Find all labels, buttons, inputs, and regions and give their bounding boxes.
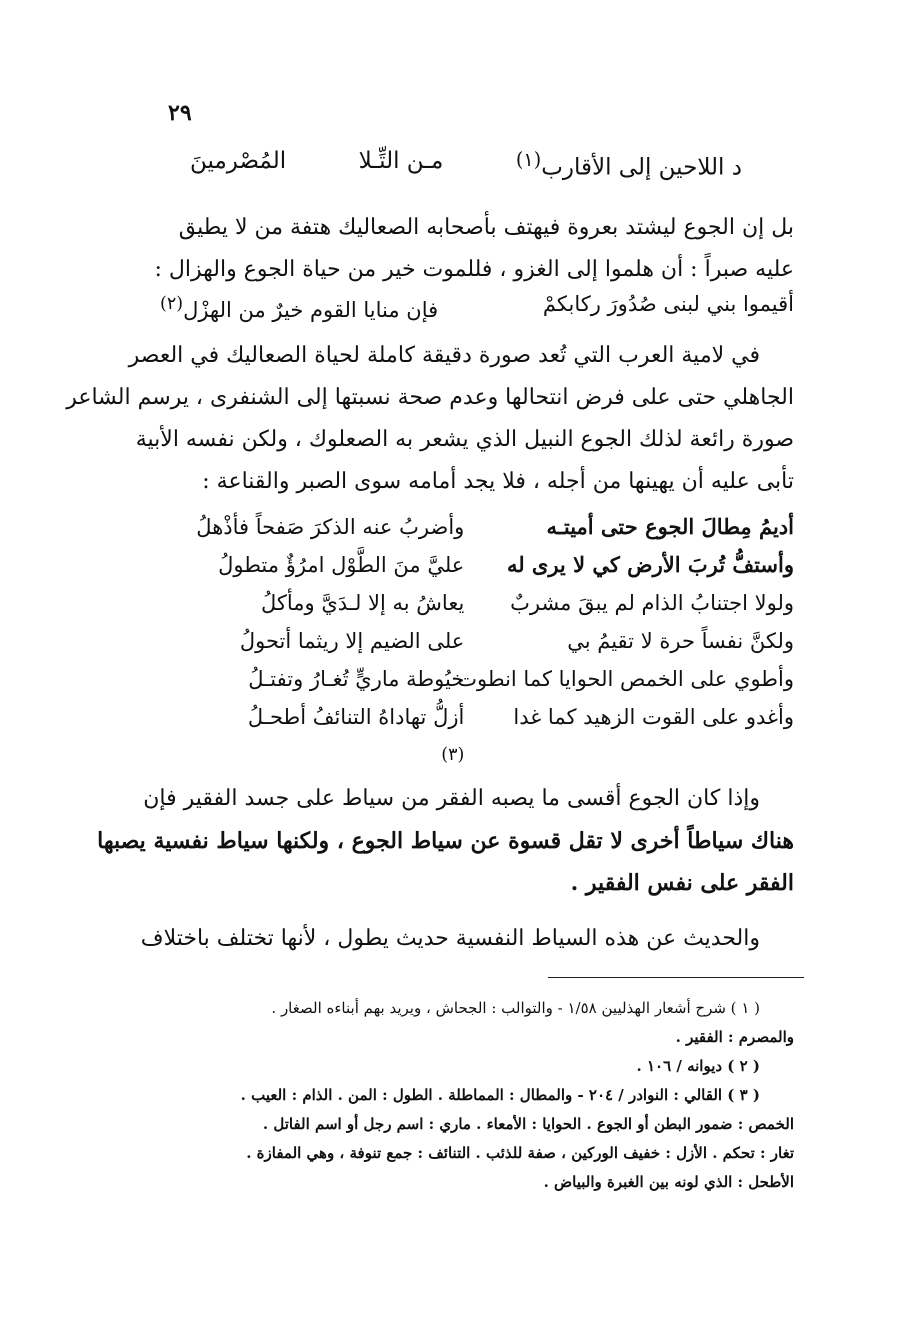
poem [160,508,794,765]
top-verse-line [190,148,742,181]
paragraph-line: في لامية العرب التي تُعد صورة دقيقة كاملة لحياة الصعاليك في العصر [128,343,760,368]
poem-verse [160,546,794,584]
footnote-line: ( ٢ ) ديوانه / ١٠٦ . [636,1057,760,1075]
poem-first-hemistich: وأطوي على الخمص الحوايا كما انطوت [457,667,794,691]
couplet-first-hemistich: أقيموا بني لبنى صُدُورَ ركابكمْ [542,292,794,316]
paragraph-line: صورة رائعة لذلك الجوع النبيل الذي يشعر به الصعلوك ، ولكن نفسه الأبية [135,427,794,452]
footnote-line: ( ١ ) شرح أشعار الهذليين ١/٥٨ - والتوالب : الجحاش ، ويريد بهم أبناءه الصغار . [271,999,760,1017]
footnote-line: والمصرم : الفقير . [675,1028,794,1046]
top-verse-middle: مـن التِّـلا [358,148,444,174]
footnote-marker-1: (١) [515,148,542,171]
paragraph-line: عليه صبراً : أن هلموا إلى الغزو ، فللموت خير من حياة الجوع والهزال : [154,257,794,282]
couplet-verse [160,287,794,327]
paragraph-line: وإذا كان الجوع أقسى ما يصبه الفقر من سياط على جسد الفقير فإن [143,786,760,811]
footnote-line: ( ٣ ) القالي : النوادر / ٢٠٤ - والمطال : المماطلة . الطول : المن . الذام : العيب . [240,1086,760,1104]
paragraph-1 [154,207,794,291]
poem-second-hemistich: على الضيم إلا ريثما أتحولُ [239,629,465,653]
poem-second-hemistich: أزلُّ تهاداهُ التنائفُ أطحـلُ $^{(٣)}$ [247,705,465,765]
top-verse-right: د اللاحين إلى الأقارب$^{(١)}$ [515,148,742,181]
poem-second-hemistich: عليَّ منَ الطَّوْل امرُؤٌ متطولُ [218,553,465,577]
paragraph-line: بل إن الجوع ليشتد بعروة فيهتف بأصحابه الصعاليك هتفة من لا يطيق [178,215,794,240]
paragraph-line: هناك سياطاً أخرى لا تقل قسوة عن سياط الجوع ، ولكنها سياط نفسية يصبها [97,828,794,854]
poem-verse [160,584,794,622]
footnote-line: الخمص : ضمور البطن أو الجوع . الحوايا : الأمعاء . ماري : اسم رجل أو اسم الفاتل . [262,1115,794,1133]
footnote-separator [548,977,804,978]
poem-first-hemistich: ولولا اجتنابُ الذام لم يبقَ مشربٌ [510,591,794,615]
footnote-line: تغار : تحكم . الأزل : خفيف الوركين ، صفة للذئب . التنائف : جمع تنوفة ، وهي المفازة . [246,1144,794,1162]
poem-first-hemistich: وأستفُّ تُربَ الأرض كي لا يرى له [506,552,794,577]
paragraph-line: الفقر على نفس الفقير . [570,870,794,896]
page-number: ٢٩ [168,100,192,126]
top-verse-left: المُصْرمينَ [190,148,287,174]
paragraph-line: الجاهلي حتى على فرض انتحالها وعدم صحة نسبتها إلى الشنفرى ، يرسم الشاعر [66,385,794,410]
paragraph-3 [97,778,794,904]
poem-second-hemistich: يعاشُ به إلا لـدَيَّ ومأكلُ [260,591,465,615]
poem-second-hemistich: وأضربُ عنه الذكرَ صَفحاً فأذْهلُ [196,515,465,539]
poem-first-hemistich: أديمُ مِطالَ الجوع حتى أميتـه [546,514,794,539]
paragraph-line: والحديث عن هذه السياط النفسية حديث يطول ، لأنها تختلف باختلاف [140,926,760,951]
footnote-marker-3: (٣) [441,745,465,765]
poem-first-hemistich: وأغدو على القوت الزهيد كما غدا [513,705,794,729]
poem-verse [160,698,794,765]
poem-verse [160,508,794,546]
couplet-second-hemistich: فإن منايا القوم خيرٌ من الهزْل$^{(٢)}$ [160,294,439,322]
poem-second-hemistich: خيُوطة ماريٍّ تُغـارُ وتفتـلُ [248,667,465,691]
poem-first-hemistich: ولكنَّ نفساً حرة لا تقيمُ بي [567,629,794,653]
footnote-marker-2: (٢) [160,294,184,314]
paragraph-line: تأبى عليه أن يهينها من أجله ، فلا يجد أمامه سوى الصبر والقناعة : [202,469,794,494]
paragraph-4 [140,918,794,960]
paragraph-2 [66,335,794,503]
footnotes [165,994,794,1197]
footnote-line: الأطحل : الذي لونه بين الغبرة والبياض . [543,1173,794,1191]
poem-verse [160,622,794,660]
poem-verse [160,660,794,698]
